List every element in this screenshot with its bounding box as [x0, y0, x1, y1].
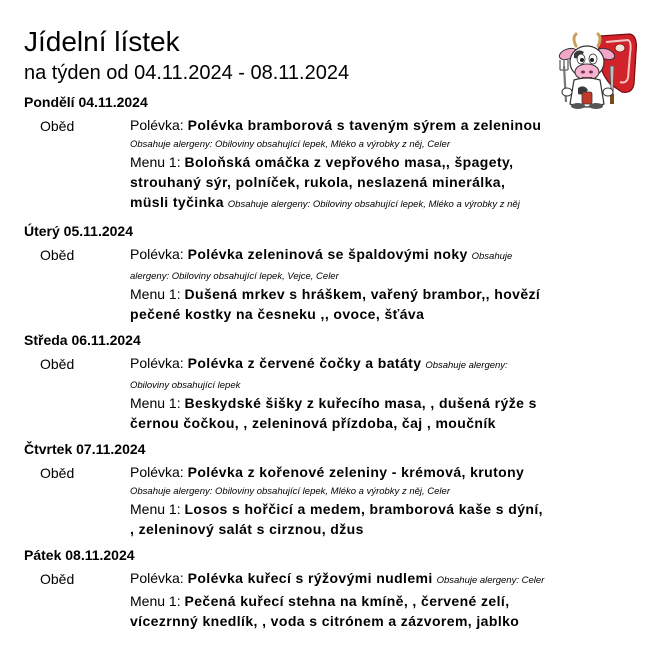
- meal-body: [130, 568, 600, 631]
- meal-row: [24, 353, 644, 433]
- day-heading: Čtvrtek 07.11.2024: [24, 441, 146, 457]
- meal-type-label: Oběd: [40, 356, 75, 372]
- meal-body: [130, 353, 600, 433]
- menu-dish: Boloňská omáčka z vepřového masa,, špagety,: [184, 154, 514, 170]
- menu-dish: Dušená mrkev s hráškem, vařený brambor,, hovězí: [184, 286, 541, 302]
- menu-label: Menu 1:: [130, 286, 181, 302]
- soup-allergens: alergeny: Obiloviny obsahující lepek, Vejce, Celer: [130, 271, 339, 282]
- day-tuesday: [24, 221, 644, 324]
- day-thursday: [24, 439, 644, 539]
- meal-row: [24, 244, 644, 324]
- soup-label: Polévka:: [130, 355, 184, 371]
- menu-dish: Losos s hořčicí a medem, bramborová kaše s dýní,: [184, 501, 543, 517]
- day-heading: Úterý 05.11.2024: [24, 223, 133, 239]
- cow-chef-mascot-icon: [548, 32, 640, 110]
- menu-dish: vícezrnný knedlík, , voda s citrónem a zázvorem, jablko: [130, 613, 520, 629]
- menu-dish: černou čočkou, , zeleninová přízdoba, čaj , moučník: [130, 415, 496, 431]
- soup-name: Polévka z červené čočky a batáty: [187, 355, 422, 371]
- menu-dish: Pečená kuřecí stehna na kmíně, , červené zelí,: [184, 593, 510, 609]
- meal-body: [130, 244, 600, 324]
- soup-allergens: Obsahuje alergeny:: [425, 360, 508, 371]
- soup-name: Polévka bramborová s taveným sýrem a zeleninou: [187, 117, 542, 133]
- meal-row: [24, 115, 644, 215]
- soup-label: Polévka:: [130, 117, 184, 133]
- menu-allergens: Obsahuje alergeny: Obiloviny obsahující lepek, Mléko a výrobky z něj: [227, 199, 520, 210]
- soup-allergens: Obsahuje alergeny: Obiloviny obsahující lepek, Mléko a výrobky z něj, Celer: [130, 139, 450, 150]
- soup-allergens: Obiloviny obsahující lepek: [130, 380, 241, 391]
- soup-name: Polévka zeleninová se špaldovými noky: [187, 246, 468, 262]
- meal-type-label: Oběd: [40, 571, 75, 587]
- menu-label: Menu 1:: [130, 154, 181, 170]
- meal-type-label: Oběd: [40, 118, 75, 134]
- soup-name: Polévka z kořenové zeleniny - krémová, krutony: [187, 464, 525, 480]
- soup-allergens: Obsahuje: [471, 251, 513, 262]
- menu-dish: Beskydské šišky z kuřecího masa, , dušená rýže s: [184, 395, 537, 411]
- meal-type-label: Oběd: [40, 247, 75, 263]
- meal-body: [130, 115, 600, 215]
- week-range: na týden od 04.11.2024 - 08.11.2024: [24, 62, 350, 84]
- soup-label: Polévka:: [130, 246, 184, 262]
- day-heading: Středa 06.11.2024: [24, 332, 141, 348]
- day-monday: [24, 92, 644, 215]
- meal-type-label: Oběd: [40, 465, 75, 481]
- menu-label: Menu 1:: [130, 593, 181, 609]
- soup-name: Polévka kuřecí s rýžovými nudlemi: [187, 570, 433, 586]
- soup-allergens: Obsahuje alergeny: Obiloviny obsahující lepek, Mléko a výrobky z něj, Celer: [130, 486, 450, 497]
- menu-dish: müsli tyčinka: [130, 194, 224, 210]
- menu-dish: , zeleninový salát s cirznou, džus: [130, 521, 364, 537]
- menu-label: Menu 1:: [130, 501, 181, 517]
- page-title: Jídelní lístek: [24, 26, 180, 57]
- menu-label: Menu 1:: [130, 395, 181, 411]
- soup-allergens: Obsahuje alergeny: Celer: [436, 575, 545, 586]
- day-wednesday: [24, 330, 644, 433]
- menu-page: [24, 26, 644, 631]
- day-heading: Pátek 08.11.2024: [24, 547, 135, 563]
- meal-row: [24, 462, 644, 539]
- menu-dish: pečené kostky na česneku ,, ovoce, šťáva: [130, 306, 425, 322]
- soup-label: Polévka:: [130, 464, 184, 480]
- soup-label: Polévka:: [130, 570, 184, 586]
- meal-body: [130, 462, 600, 539]
- day-friday: [24, 545, 644, 631]
- day-heading: Pondělí 04.11.2024: [24, 94, 148, 110]
- meal-row: [24, 568, 644, 631]
- menu-dish: strouhaný sýr, polníček, rukola, neslazená minerálka,: [130, 174, 506, 190]
